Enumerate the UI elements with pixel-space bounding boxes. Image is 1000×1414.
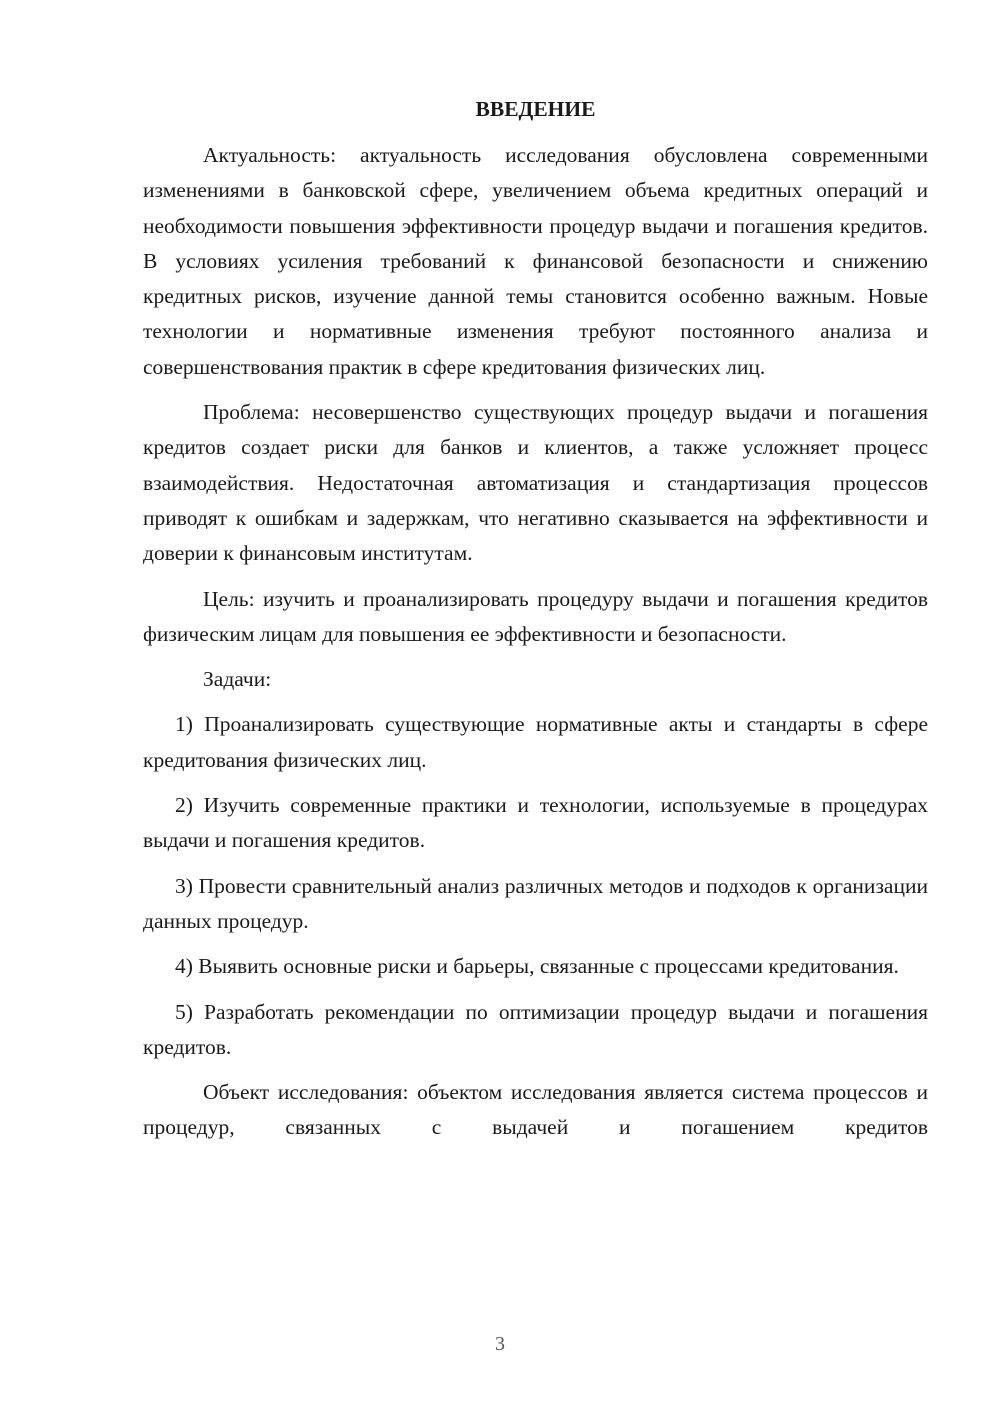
paragraph-object: Объект исследования: объектом исследования является система процессов и процедур, связанных с выдачей и погашением кредитов [143, 1080, 928, 1140]
paragraph-relevance: Актуальность: актуальность исследования обусловлена современными изменениями в банковской сфере, увеличением объема кредитных операций и необходимости повышения эффективности процедур выдачи и погашения кредитов. В условиях усиления требований к финансовой безопасности и снижению кредитных рисков, изучение данной темы становится особенно важным. Новые технологии и нормативные изменения требуют постоянного анализа и совершенствования практик в сфере кредитования физических лиц. [143, 143, 928, 379]
tasks-heading: Задачи: [203, 667, 272, 692]
page-title: ВВЕДЕНИЕ [475, 97, 596, 121]
document-page [143, 94, 928, 1156]
paragraph-goal: Цель: изучить и проанализировать процедуру выдачи и погашения кредитов физическим лицам для повышения ее эффективности и безопасности. [143, 586, 928, 646]
tasks-list [143, 707, 928, 1065]
page-number: 3 [495, 1333, 505, 1355]
list-item: 5) Разработать рекомендации по оптимизации процедур выдачи и погашения кредитов. [143, 999, 928, 1059]
list-item: 2) Изучить современные практики и технологии, используемые в процедурах выдачи и погашения кредитов. [143, 793, 928, 853]
list-item: 3) Провести сравнительный анализ различных методов и подходов к организации данных процедур. [143, 873, 928, 933]
list-item: 1) Проанализировать существующие нормативные акты и стандарты в сфере кредитования физических лиц. [143, 712, 928, 772]
list-item: 4) Выявить основные риски и барьеры, связанные с процессами кредитования. [175, 954, 899, 979]
paragraph-problem: Проблема: несовершенство существующих процедур выдачи и погашения кредитов создает риски для банков и клиентов, а также усложняет процесс взаимодействия. Недостаточная автоматизация и стандартизация процессов приводят к ошибкам и задержкам, что негативно сказывается на эффективности и доверии к финансовым институтам. [143, 400, 928, 566]
